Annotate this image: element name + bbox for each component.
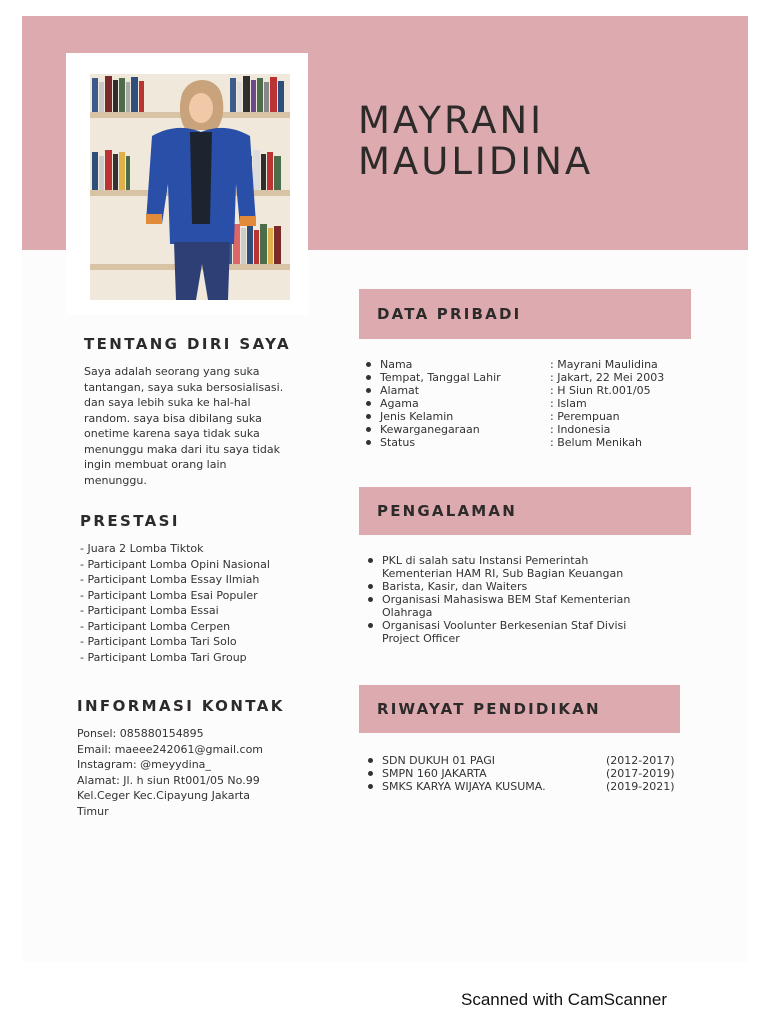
- row-label: Nama: [380, 358, 413, 371]
- about-line: ingin membuat orang lain: [84, 458, 227, 471]
- data-pribadi-row: [362, 371, 664, 384]
- pendidikan-heading: RIWAYAT PENDIDIKAN: [377, 700, 601, 718]
- data-pribadi-row: [362, 410, 664, 423]
- school-years: (2012-2017): [606, 754, 675, 767]
- data-pribadi-bar: [359, 289, 691, 339]
- about-line: onetime karena saya tidak suka: [84, 427, 260, 440]
- prestasi-heading: PRESTASI: [80, 512, 180, 530]
- address-text: Alamat: Jl. h siun Rt001/05 No.99: [77, 773, 260, 787]
- kontak-heading: INFORMASI KONTAK: [77, 697, 285, 715]
- pengalaman-item: [364, 554, 630, 580]
- about-line: menunggu maka dari itu saya tidak: [84, 442, 281, 456]
- school-name: SMPN 160 JAKARTA: [382, 767, 487, 780]
- row-label: Status: [380, 436, 416, 449]
- pendidikan-bar: [359, 685, 680, 733]
- instagram-text: Instagram: @meyydina_: [77, 758, 211, 771]
- address-text: Kel.Ceger Kec.Cipayung Jakarta: [77, 789, 251, 802]
- about-line: dan saya lebih suka ke hal-hal: [84, 396, 251, 409]
- pendidikan-item: [364, 767, 675, 780]
- row-value: : Perempuan: [550, 410, 620, 423]
- prestasi-item: - Participant Lomba Essay Ilmiah: [80, 573, 260, 586]
- pengalaman-line: Project Officer: [382, 632, 460, 645]
- row-value: : Mayrani Maulidina: [550, 358, 658, 371]
- email-text: Email: maeee242061@gmail.com: [77, 742, 264, 756]
- row-value: : Islam: [550, 397, 587, 410]
- prestasi-item: - Participant Lomba Tari Group: [80, 650, 247, 664]
- pengalaman-bar: [359, 487, 691, 535]
- row-value: : Indonesia: [550, 423, 611, 436]
- about-line: menunggu.: [84, 473, 147, 487]
- pendidikan-list: [364, 754, 675, 793]
- kontak-list: [77, 726, 263, 819]
- school-name: SMKS KARYA WIJAYA KUSUMA.: [382, 780, 546, 793]
- name-line-1: MAYRANI: [358, 99, 545, 142]
- pengalaman-line: Organisasi Mahasiswa BEM Staf Kementerian: [382, 593, 631, 606]
- address-text: Timur: [77, 804, 109, 818]
- about-paragraph: [84, 364, 283, 488]
- data-pribadi-list: [362, 358, 664, 449]
- full-name: [358, 100, 593, 182]
- data-pribadi-row: [362, 358, 664, 371]
- pendidikan-item: [364, 780, 675, 793]
- school-name: SDN DUKUH 01 PAGI: [382, 754, 495, 767]
- row-value: : Belum Menikah: [550, 436, 642, 449]
- data-pribadi-row: [362, 423, 664, 436]
- pendidikan-item: [364, 754, 675, 767]
- school-years: (2019-2021): [606, 780, 675, 793]
- pengalaman-item: [364, 619, 630, 645]
- prestasi-item: - Participant Lomba Cerpen: [80, 619, 231, 633]
- about-line: random. saya bisa dibilang suka: [84, 411, 262, 425]
- data-pribadi-row: [362, 436, 664, 449]
- about-line: Saya adalah seorang yang suka: [84, 365, 260, 378]
- row-label: Kewarganegaraan: [380, 423, 480, 436]
- pengalaman-list: [364, 554, 630, 645]
- pengalaman-line: Barista, Kasir, dan Waiters: [382, 580, 528, 593]
- prestasi-item: - Participant Lomba Esai Populer: [80, 588, 258, 602]
- name-line-2: MAULIDINA: [358, 140, 594, 183]
- prestasi-item: - Participant Lomba Opini Nasional: [80, 557, 270, 571]
- data-pribadi-heading: DATA PRIBADI: [377, 305, 522, 323]
- row-value: : H Siun Rt.001/05: [550, 384, 651, 397]
- row-value: : Jakart, 22 Mei 2003: [550, 371, 665, 384]
- row-label: Tempat, Tanggal Lahir: [380, 371, 501, 384]
- prestasi-item: - Juara 2 Lomba Tiktok: [80, 542, 204, 555]
- pengalaman-line: Kementerian HAM RI, Sub Bagian Keuangan: [382, 567, 624, 580]
- data-pribadi-row: [362, 384, 664, 397]
- pengalaman-line: Organisasi Voolunter Berkesenian Staf Divisi: [382, 619, 627, 632]
- school-years: (2017-2019): [606, 767, 675, 780]
- prestasi-item: - Participant Lomba Essai: [80, 604, 219, 617]
- profile-photo: [90, 74, 290, 300]
- prestasi-item: - Participant Lomba Tari Solo: [80, 635, 237, 648]
- data-pribadi-row: [362, 397, 664, 410]
- pengalaman-line: Olahraga: [382, 606, 433, 619]
- pengalaman-item: [364, 580, 630, 593]
- pengalaman-line: PKL di salah satu Instansi Pemerintah: [382, 554, 589, 567]
- prestasi-list: [80, 541, 270, 665]
- pengalaman-heading: PENGALAMAN: [377, 502, 517, 520]
- row-label: Alamat: [380, 384, 420, 397]
- row-label: Jenis Kelamin: [380, 410, 454, 423]
- about-heading: TENTANG DIRI SAYA: [84, 335, 291, 353]
- phone-text: Ponsel: 085880154895: [77, 727, 204, 740]
- row-label: Agama: [380, 397, 419, 410]
- pengalaman-item: [364, 593, 630, 619]
- about-line: tantangan, saya suka bersosialisasi.: [84, 380, 284, 394]
- camscanner-watermark: Scanned with CamScanner: [461, 990, 668, 1009]
